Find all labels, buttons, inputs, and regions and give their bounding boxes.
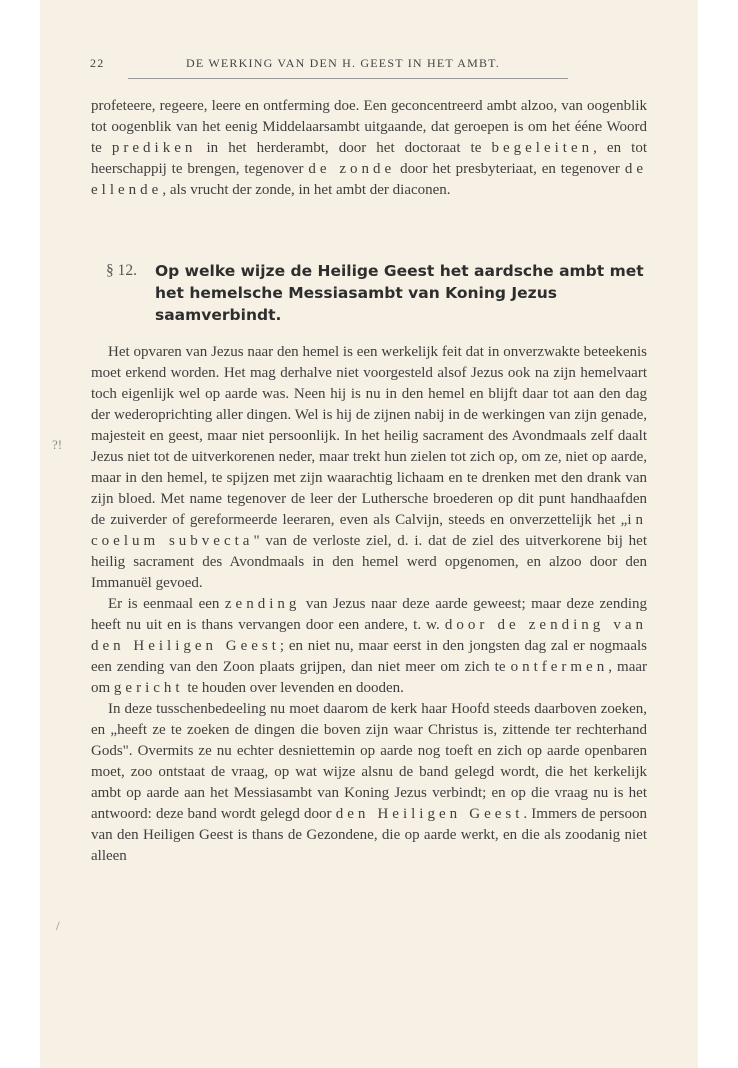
margin-note: / [56,918,60,933]
section-title: Op welke wijze de Heilige Geest het aardsche ambt met het hemelsche Messiasambt van Koning Jezus saamverbindt. [155,262,644,324]
paragraph-2: Er is eenmaal een zending van Jezus naar deze aarde geweest; maar deze zending heeft nu uit en is thans vervangen door een andere, t. w. door de zending van den Heiligen Geest; en niet nu, maar eerst in den jongsten dag zal er nogmaals een zending van den Zoon plaats grijpen, dan niet meer om zich te ontfermen, maar om gericht te houden over levenden en dooden. [91,596,648,696]
paragraph-3: In deze tusschenbedeeling nu moet daarom de kerk haar Hoofd steeds daarboven zoeken, en „heeft ze te zoeken de dingen die boven zijn waar Christus is, zittende ter rechterhand Gods". Overmits ze nu echter desniettemin op aarde nog toeft en zich op aarde openbaren moet, zoo ontstaat de vraag, op wat wijze alsnu de band gelegd wordt, die het kerkelijk ambt op aarde aan het Messiasambt van Koning Jezus verbindt; en op die vraag nu is het antwoord: deze band wordt gelegd door den Heiligen Geest. Immers de persoon van den Heiligen Geest is thans de Gezondene, die op aarde werkt, en die als zoodanig niet alleen [91,701,647,864]
paragraph-1: Het opvaren van Jezus naar den hemel is een werkelijk feit dat in onverzwakte beteekenis moet erkend worden. Het mag derhalve niet voorgesteld alsof Jezus ook na zijn hemelvaart toch eigenlijk wel op aarde was. Neen hij is nu in den hemel en blijft daar tot aan den dag der wederoprichting aller dingen. Wel is hij de zijnen nabij in de werkingen van zijn genade, majesteit en geest, maar niet persoonlijk. In het heilig sacrament des Avondmaals zelf daalt Jezus niet tot de uitverkorenen neder, maar trekt hun zielen tot zich op, om ze, niet op aarde, maar in den hemel, te spijzen met zijn waarachtig lichaam en te drenken met den drank van zijn bloed. Met name tegenover de leer der Luthersche broederen op dit punt handhaafden de zuiverder of gereformeerde leeraren, even als Calvijn, steeds en onverzettelijk het „in coelum subvecta" van de verloste ziel, d. i. dat de ziel des uitverkorene bij het heilig sacrament des Avondmaals in den hemel werd opgenomen, en alzoo door den Immanuël gevoed. [91,344,647,591]
header-rule [128,78,568,79]
book-page [40,0,698,1068]
section-number: § 12. [106,262,137,279]
intro-paragraph: profeteere, regeere, leere en ontferming doe. Een geconcentreerd ambt alzoo, van oogenblik tot oogenblik van het eenig Middelaarsambt uitgaande, dat geroepen is om het ééne Woord te prediken in het herderambt, door het doctoraat te begeleiten, en tot heerschappij te brengen, tegenover de zonde door het presbyteriaat, en tegenover de ellende, als vrucht der zonde, in het ambt der diaconen. [91,98,647,198]
section-body [91,342,647,867]
running-title: DE WERKING VAN DEN H. GEEST IN HET AMBT. [186,56,500,70]
section-heading [106,260,646,326]
margin-note: ?! [52,437,63,452]
page-number: 22 [90,56,105,70]
